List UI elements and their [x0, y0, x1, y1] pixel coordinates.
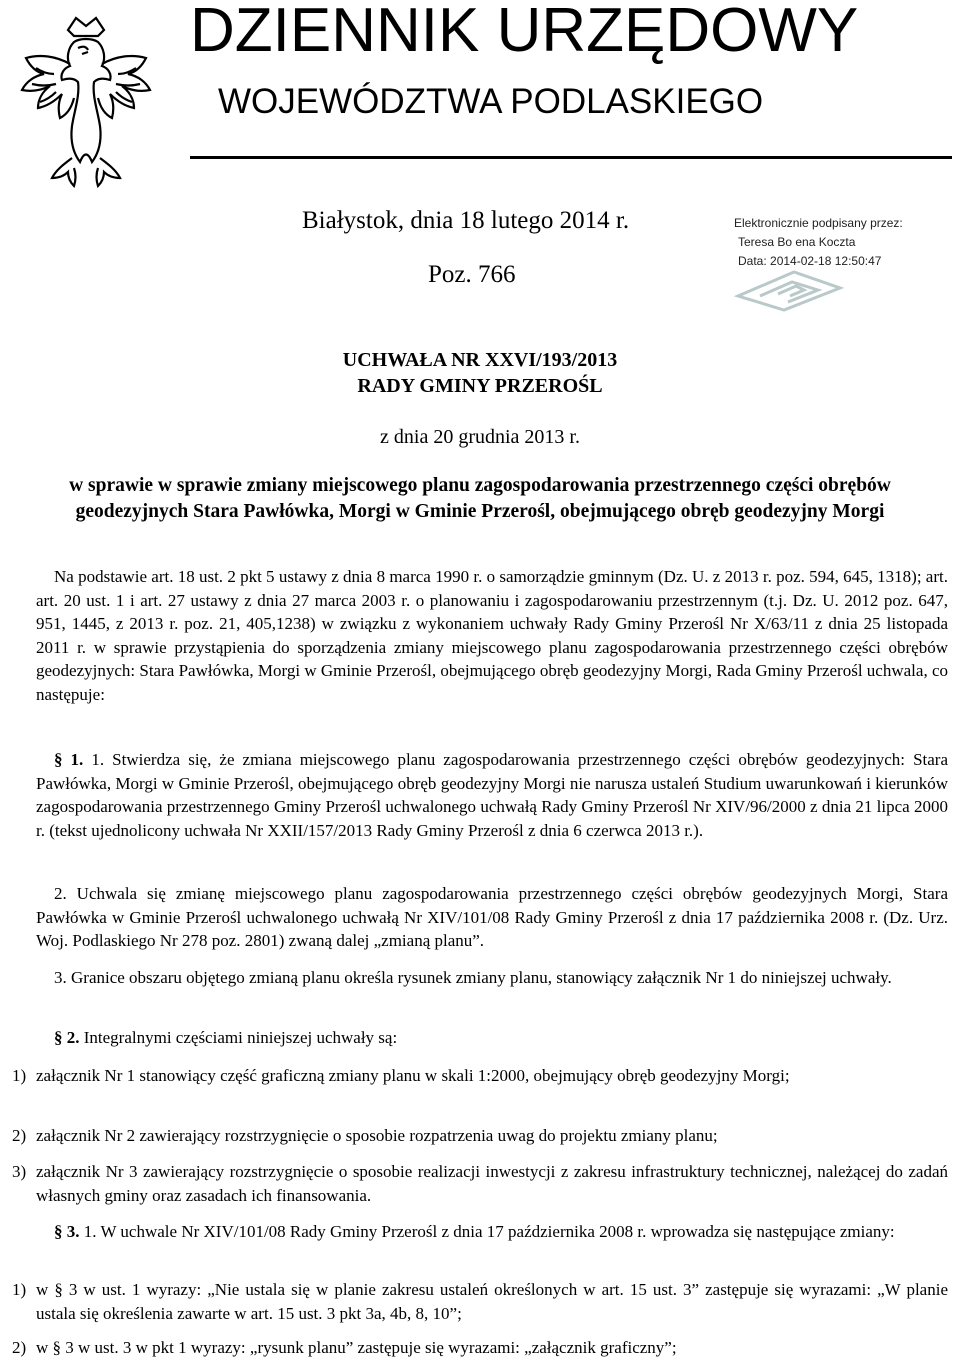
journal-title: DZIENNIK URZĘDOWY: [190, 0, 859, 65]
section-2-item-number: 2): [12, 1126, 27, 1145]
section-2-item-number: 1): [12, 1066, 27, 1085]
section-1-paragraph-1-text: 1. Stwierdza się, że zmiana miejscowego planu zagospodarowania przestrzennego części obrębów geodezyjnych: Stara Pawłówka, Morgi w Gminie Przerośl, obejmującego obręb geodezyjny Morgi nie narusza ustaleń Studium uwarunkowań i kierunków zagospodarowania przestrzennego Gminy Przerośl uchwalonego uchwałą Rady Gminy Przerośl Nr XIV/96/2000 z dnia 21 lipca 2000 r. (tekst ujednolicony uchwała Nr XXII/157/2013 Rady Gminy Przerośl z dnia 6 czerwca 2013 r.).: [36, 750, 949, 840]
signature-stamp-icon: [734, 266, 844, 312]
section-2-mark: § 2.: [54, 1028, 80, 1047]
electronic-signature: [734, 214, 956, 314]
section-2-item-text: załącznik Nr 1 stanowiący część graficzną zmiany planu w skali 1:2000, obejmujący obręb geodezyjny Morgi;: [36, 1066, 790, 1085]
section-2-intro-text: Integralnymi częściami niniejszej uchwały są:: [83, 1028, 398, 1047]
eagle-emblem-icon: [6, 8, 166, 198]
section-2-item: [12, 1064, 948, 1088]
section-3-item: [12, 1336, 948, 1360]
signature-date: Data: 2014-02-18 12:50:47: [738, 254, 882, 268]
section-1-paragraph-3: 3. Granice obszaru objętego zmianą planu określa rysunek zmiany planu, stanowiący załącznik Nr 1 do niniejszej uchwały.: [54, 968, 892, 987]
section-1-paragraph-1: [36, 748, 948, 842]
section-2-item-text: załącznik Nr 2 zawierający rozstrzygnięcie o sposobie rozpatrzenia uwag do projektu zmiany planu;: [36, 1126, 718, 1145]
section-2-item: [12, 1160, 948, 1207]
section-3-item-text: w § 3 w ust. 3 w pkt 1 wyrazy: „rysunk planu” zastępuje się wyrazami: „załącznik graficzny”;: [36, 1338, 677, 1357]
section-3-item-text: w § 3 w ust. 1 wyrazy: „Nie ustala się w planie zakresu ustaleń określonych w art. 15 ust. 3” zastępuje się wyrazami: „W planie ustala się określenia zawarte w art. 15 ust. 3 pkt 3a, 4b, 8, 10”;: [36, 1280, 948, 1323]
preamble: Na podstawie art. 18 ust. 2 pkt 5 ustawy z dnia 8 marca 1990 r. o samorządzie gminnym (Dz. U. z 2013 r. poz. 594, 645, 1318); art. art. 20 ust. 1 i art. 27 ustawy z dnia 27 marca 2003 r. o planowaniu i zagospodarowaniu przestrzennym (t.j. Dz. U. 2012 poz. 647, 951, 1445, z 2013 r. poz. 21, 405,1238) w związku z wykonaniem uchwały Rady Gminy Przerośl Nr X/63/11 z dnia 25 listopada 2011 r. w sprawie przystąpienia do sporządzenia zmiany miejscowego planu zagospodarowania przestrzennego części obrębów geodezyjnych: Stara Pawłówka, Morgi w Gminie Przerośl, obejmującego obręb geodezyjny Morgi, Rada Gminy Przerośl uchwala, co następuje:: [36, 567, 948, 704]
signature-signer: Teresa Bo ena Koczta: [738, 235, 856, 249]
resolution-subject-line2: geodezyjnych Stara Pawłówka, Morgi w Gminie Przerośl, obejmującego obręb geodezyjny Morgi: [75, 501, 885, 522]
section-3-intro-text: 1. W uchwale Nr XIV/101/08 Rady Gminy Przerośl z dnia 17 października 2008 r. wprowadza się następujące zmiany:: [83, 1222, 895, 1241]
resolution-body: RADY GMINY PRZEROŚL: [357, 375, 603, 397]
section-3-mark: § 3.: [54, 1222, 80, 1241]
section-3-item-number: 1): [12, 1280, 27, 1299]
section-3-item: [12, 1278, 948, 1325]
signature-label: Elektronicznie podpisany przez:: [734, 216, 903, 230]
section-1-paragraph-2: 2. Uchwala się zmianę miejscowego planu zagospodarowania przestrzennego części obrębów geodezyjnych Morgi, Stara Pawłówka w Gminie Przerośl uchwalonego uchwałą Nr XIV/101/08 Rady Gminy Przerośl z dnia 17 października 2008 r. (Dz. Urz. Woj. Podlaskiego Nr 278 poz. 2801) zwaną dalej „zmianą planu”.: [36, 884, 948, 951]
resolution-date: z dnia 20 grudnia 2013 r.: [380, 426, 580, 448]
section-1-mark: § 1.: [54, 750, 84, 769]
journal-subtitle: WOJEWÓDZTWA PODLASKIEGO: [218, 82, 764, 121]
place-date: Białystok, dnia 18 lutego 2014 r.: [302, 207, 630, 234]
position-number: Poz. 766: [428, 261, 516, 288]
section-3-intro: [36, 1220, 948, 1244]
section-2-intro: [36, 1026, 948, 1050]
section-2-item: [12, 1124, 948, 1148]
section-2-item-number: 3): [12, 1162, 27, 1181]
header-divider: [190, 156, 952, 159]
section-3-item-number: 2): [12, 1338, 27, 1357]
section-2-item-text: załącznik Nr 3 zawierający rozstrzygnięcie o sposobie realizacji inwestycji z zakresu infrastruktury technicznej, należącej do zadań własnych gminy oraz zasadach ich finansowania.: [36, 1162, 948, 1205]
resolution-title: UCHWAŁA NR XXVI/193/2013: [342, 349, 618, 371]
resolution-subject-line1: w sprawie w sprawie zmiany miejscowego planu zagospodarowania przestrzennego części obrębów: [69, 475, 891, 496]
